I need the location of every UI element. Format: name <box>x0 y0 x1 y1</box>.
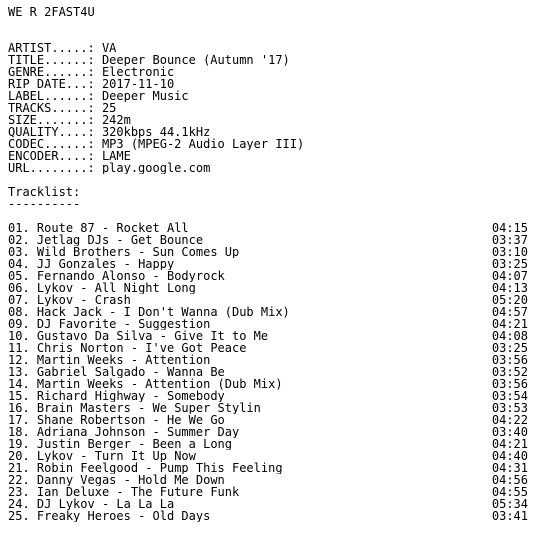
track-number: 09. <box>8 318 30 330</box>
track-entry <box>8 378 283 390</box>
track-row <box>8 234 528 246</box>
track-title: Shane Robertson - He We Go <box>36 414 225 426</box>
track-duration: 04:15 <box>491 222 528 234</box>
track-row <box>8 246 528 258</box>
track-entry <box>8 426 239 438</box>
track-number: 17. <box>8 414 30 426</box>
track-row <box>8 330 528 342</box>
tracklist <box>8 222 528 522</box>
track-entry <box>8 246 239 258</box>
info-key: URL........: <box>8 162 95 174</box>
info-key: ENCODER....: <box>8 150 95 162</box>
info-value: Deeper Music <box>101 90 189 102</box>
track-title: Martin Weeks - Attention (Dub Mix) <box>36 378 283 390</box>
track-number: 05. <box>8 270 30 282</box>
track-number: 13. <box>8 366 30 378</box>
track-title: Route 87 - Rocket All <box>36 222 189 234</box>
track-row <box>8 258 528 270</box>
track-title: Justin Berger - Been a Long <box>36 438 232 450</box>
track-number: 15. <box>8 390 30 402</box>
track-entry <box>8 450 196 462</box>
track-title: Freaky Heroes - Old Days <box>36 510 211 522</box>
track-number: 01. <box>8 222 30 234</box>
info-key: SIZE.......: <box>8 114 95 126</box>
track-row <box>8 318 528 330</box>
track-duration: 04:57 <box>491 306 528 318</box>
track-row <box>8 474 528 486</box>
track-entry <box>8 234 203 246</box>
track-title: JJ Gonzales - Happy <box>36 258 175 270</box>
track-title: Gustavo Da Silva - Give It to Me <box>36 330 269 342</box>
track-number: 18. <box>8 426 30 438</box>
track-duration: 04:21 <box>491 318 528 330</box>
track-title: Wild Brothers - Sun Comes Up <box>36 246 240 258</box>
track-entry <box>8 306 290 318</box>
track-entry <box>8 354 210 366</box>
track-entry <box>8 414 225 426</box>
track-number: 22. <box>8 474 30 486</box>
track-title: Gabriel Salgado - Wanna Be <box>36 366 225 378</box>
track-row <box>8 510 528 522</box>
track-title: Robin Feelgood - Pump This Feeling <box>36 462 283 474</box>
info-row <box>8 138 528 150</box>
info-key: QUALITY....: <box>8 126 95 138</box>
info-value: MP3 (MPEG-2 Audio Layer III) <box>101 138 305 150</box>
info-key: TRACKS.....: <box>8 102 95 114</box>
info-value: 2017-11-10 <box>101 78 175 90</box>
track-row <box>8 498 528 510</box>
track-title: Richard Highway - Somebody <box>36 390 225 402</box>
track-duration: 04:13 <box>491 282 528 294</box>
track-row <box>8 378 528 390</box>
track-row <box>8 414 528 426</box>
track-row <box>8 270 528 282</box>
track-entry <box>8 498 174 510</box>
track-entry <box>8 390 225 402</box>
track-entry <box>8 474 225 486</box>
info-value: Deeper Bounce (Autumn '17) <box>101 54 290 66</box>
track-row <box>8 342 528 354</box>
track-row <box>8 306 528 318</box>
info-row <box>8 42 528 54</box>
track-number: 03. <box>8 246 30 258</box>
info-key: ARTIST.....: <box>8 42 95 54</box>
track-title: Jetlag DJs - Get Bounce <box>36 234 204 246</box>
track-row <box>8 438 528 450</box>
track-row <box>8 462 528 474</box>
release-group-title: WE R 2FAST4U <box>8 6 95 18</box>
track-duration: 03:25 <box>491 258 528 270</box>
track-duration: 04:31 <box>491 462 528 474</box>
track-number: 20. <box>8 450 30 462</box>
info-row <box>8 90 528 102</box>
track-entry <box>8 402 261 414</box>
info-key: TITLE......: <box>8 54 95 66</box>
track-title: Adriana Johnson - Summer Day <box>36 426 240 438</box>
track-entry <box>8 222 189 234</box>
track-entry <box>8 258 174 270</box>
track-duration: 03:56 <box>491 378 528 390</box>
track-title: DJ Favorite - Suggestion <box>36 318 211 330</box>
track-duration: 03:41 <box>491 510 528 522</box>
track-number: 19. <box>8 438 30 450</box>
track-number: 04. <box>8 258 30 270</box>
track-number: 08. <box>8 306 30 318</box>
info-row <box>8 114 528 126</box>
info-key: RIP DATE...: <box>8 78 95 90</box>
track-row <box>8 402 528 414</box>
track-duration: 04:21 <box>491 438 528 450</box>
track-number: 23. <box>8 486 30 498</box>
track-entry <box>8 270 225 282</box>
track-duration: 04:07 <box>491 270 528 282</box>
track-entry <box>8 510 210 522</box>
release-info-block <box>8 42 528 174</box>
track-title: Lykov - All Night Long <box>36 282 196 294</box>
info-row <box>8 66 528 78</box>
track-duration: 03:53 <box>491 402 528 414</box>
track-number: 10. <box>8 330 30 342</box>
track-entry <box>8 462 283 474</box>
track-row <box>8 294 528 306</box>
track-duration: 03:52 <box>491 366 528 378</box>
info-value: play.google.com <box>101 162 211 174</box>
track-entry <box>8 294 131 306</box>
track-duration: 03:10 <box>491 246 528 258</box>
track-title: Fernando Alonso - Bodyrock <box>36 270 225 282</box>
track-number: 14. <box>8 378 30 390</box>
info-key: GENRE......: <box>8 66 95 78</box>
track-title: Lykov - Crash <box>36 294 131 306</box>
track-title: DJ Lykov - La La La <box>36 498 175 510</box>
track-title: Martin Weeks - Attention <box>36 354 211 366</box>
track-number: 21. <box>8 462 30 474</box>
info-row <box>8 162 528 174</box>
track-entry <box>8 342 246 354</box>
track-entry <box>8 330 268 342</box>
info-value: LAME <box>101 150 131 162</box>
info-key: CODEC......: <box>8 138 95 150</box>
track-duration: 04:22 <box>491 414 528 426</box>
track-duration: 04:56 <box>491 474 528 486</box>
track-duration: 03:54 <box>491 390 528 402</box>
track-number: 07. <box>8 294 30 306</box>
track-row <box>8 354 528 366</box>
track-entry <box>8 486 239 498</box>
info-value: 25 <box>101 102 117 114</box>
track-title: Ian Deluxe - The Future Funk <box>36 486 240 498</box>
track-duration: 04:55 <box>491 486 528 498</box>
track-entry <box>8 366 225 378</box>
track-row <box>8 486 528 498</box>
info-row <box>8 150 528 162</box>
track-number: 02. <box>8 234 30 246</box>
track-duration: 03:40 <box>491 426 528 438</box>
track-number: 11. <box>8 342 30 354</box>
track-row <box>8 390 528 402</box>
track-row <box>8 282 528 294</box>
track-row <box>8 426 528 438</box>
track-title: Brain Masters - We Super Stylin <box>36 402 261 414</box>
track-number: 12. <box>8 354 30 366</box>
info-value: 242m <box>101 114 131 126</box>
track-entry <box>8 438 232 450</box>
info-row <box>8 54 528 66</box>
track-duration: 03:25 <box>491 342 528 354</box>
track-duration: 03:56 <box>491 354 528 366</box>
track-number: 24. <box>8 498 30 510</box>
info-value: 320kbps 44.1kHz <box>101 126 211 138</box>
track-duration: 05:20 <box>491 294 528 306</box>
track-duration: 04:40 <box>491 450 528 462</box>
release-info-document <box>8 0 528 522</box>
info-row <box>8 126 528 138</box>
track-title: Hack Jack - I Don't Wanna (Dub Mix) <box>36 306 290 318</box>
track-row <box>8 222 528 234</box>
tracklist-heading: Tracklist: <box>8 186 81 198</box>
info-value: VA <box>101 42 117 54</box>
track-row <box>8 366 528 378</box>
track-number: 06. <box>8 282 30 294</box>
track-duration: 05:34 <box>491 498 528 510</box>
track-duration: 04:08 <box>491 330 528 342</box>
info-value: Electronic <box>101 66 175 78</box>
track-title: Lykov - Turn It Up Now <box>36 450 196 462</box>
tracklist-underline: ---------- <box>8 198 81 210</box>
track-entry <box>8 282 196 294</box>
track-row <box>8 450 528 462</box>
track-title: Chris Norton - I've Got Peace <box>36 342 247 354</box>
track-number: 25. <box>8 510 30 522</box>
info-row <box>8 78 528 90</box>
info-key: LABEL......: <box>8 90 95 102</box>
track-title: Danny Vegas - Hold Me Down <box>36 474 225 486</box>
track-entry <box>8 318 210 330</box>
track-number: 16. <box>8 402 30 414</box>
track-duration: 03:37 <box>491 234 528 246</box>
info-row <box>8 102 528 114</box>
